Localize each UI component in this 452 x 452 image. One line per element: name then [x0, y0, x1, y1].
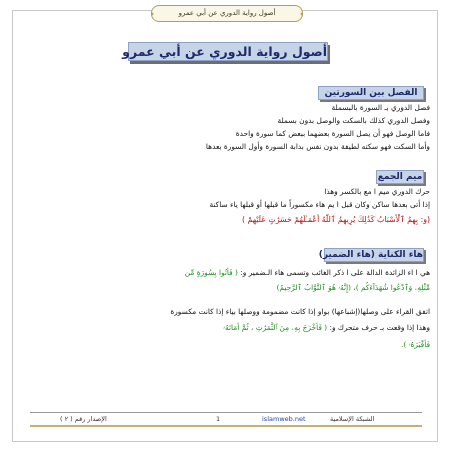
section-title-basmala: الفصل بين السورتين — [318, 86, 424, 100]
footer-divider — [30, 425, 422, 427]
footer-issue: الإصدار رقم ( ٢ ) — [60, 415, 107, 423]
kinaya-line-4 — [26, 322, 430, 333]
kinaya-line-2 — [26, 282, 430, 293]
basmala-line-3: فاما الوصل فهو أن يصل السورة بعضهما ببعض كما سورة واحدة — [235, 129, 430, 138]
mim-example-prefix: (و: — [420, 215, 430, 224]
kinaya-line-3: اتفق القراء على وصلها(إشباعها) بواو إذا كانت مضمومة ووصلها بياء إذا كانت مكسورة — [170, 307, 430, 316]
footer-page-number: 1 — [216, 415, 221, 423]
section-title-kinaya: هاء الكناية (هاء الضمير) — [318, 250, 423, 260]
kinaya-line-1-text: هي ا اء الزائدة الدالة على ا ذكر الغائب وتسمى هاء الـضمير و: — [240, 268, 430, 277]
running-header: أصول رواية الدوري عن أبي عمرو — [151, 5, 303, 22]
footer-network-label: الشبكة الإسلامية — [330, 415, 375, 423]
page-frame — [12, 10, 438, 442]
basmala-line-2: وفصل الدوري كذلك بالسكت والوصل بدون بسملة — [277, 116, 430, 125]
kinaya-line-5-quran: فَأَقْبَرَهُۥ ). — [401, 340, 430, 349]
mim-line-2: إذا أتى بعدها ساكن وكان قبل ا يم هاء مكسوراً ما قبلها أو قبلها ياء ساكنة — [209, 200, 430, 209]
kinaya-line-1 — [26, 267, 430, 278]
main-title: أصول رواية الدوري عن أبي عمرو — [122, 44, 327, 59]
kinaya-line-4-text: وهذا إذا وقعت بـ حرف متحرك و: — [329, 323, 430, 332]
mim-example-suffix: ) — [241, 215, 246, 224]
basmala-line-1: فصل الدوري بـ السورة بالبسملة — [331, 103, 430, 112]
page-footer — [30, 412, 422, 425]
mim-line-1: حرك الدوري ميم ا مع بالكسر وهذا — [324, 187, 430, 196]
mim-example-quran: بِهِمُ ٱلْأَسْبَابُ كَذَٰلِكَ يُرِيهِمُ ٱللَّهُ أَعْمَـٰلَهُمْ حَسَرَٰتٍ عَلَيْهِمْ — [247, 215, 419, 224]
footer-site-link[interactable]: islamweb.net — [262, 415, 306, 423]
mim-example-line — [26, 214, 430, 225]
kinaya-line-2-quran: مِّثْلِهِۦ وَٱدْعُوا شُهَدَآءَكُم )، (إِنَّهُۥ هُوَ ٱلتَّوَّابُ ٱلرَّحِيمُ) — [276, 283, 430, 292]
section-title-mim: ميم الجمع — [377, 172, 423, 182]
kinaya-line-1-quran: ( فَأْتُوا بِسُورَةٍ مِّن — [184, 268, 238, 277]
basmala-line-4: وأما السكت فهو سكته لطيفة بدون نفس بدابة السورة وأول السورة بعدها — [205, 142, 430, 151]
kinaya-line-4-quran: ( فَأَخْرَجَ بِهِۦ مِنَ ٱلثَّمَرَٰتِ ، ثُمَّ أَمَاتَهُۥ — [223, 323, 328, 332]
kinaya-line-5 — [26, 339, 430, 350]
